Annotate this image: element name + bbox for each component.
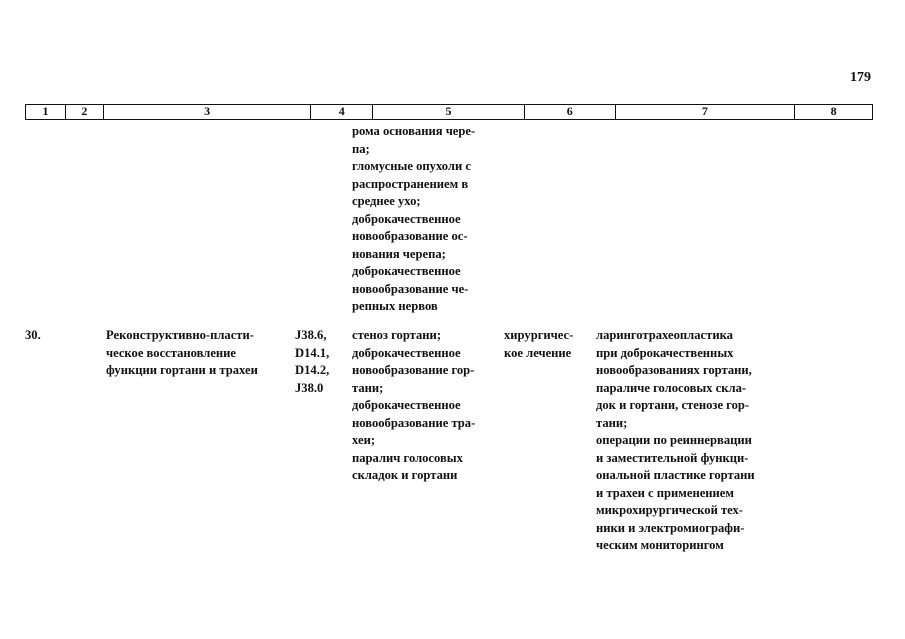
page-number: 179 <box>850 70 871 85</box>
header-col-1: 1 <box>26 105 66 119</box>
treatment-method: ларинготрахеопластика при доброкачественных новообразованиях гортани, параличе голосовых скла- док и гортани, стенозе гор- тани; операции по реиннервации и заместительной функци- ональной пластике гортани и трахеи с применением микрохирургической тех- ники и электромиографи- ческим мониторингом <box>596 328 755 552</box>
table-header-row <box>25 104 873 120</box>
row-number: 30. <box>25 328 41 342</box>
conditions: стеноз гортани; доброкачественное новообразование гор- тани; доброкачественное новообразование тра- хеи; паралич голосовых складок и гортани <box>352 328 476 482</box>
header-col-5: 5 <box>373 105 525 119</box>
procedure-name: Реконструктивно-пласти- ческое восстановление функции гортани и трахеи <box>106 328 258 377</box>
header-col-8: 8 <box>830 104 837 118</box>
header-col-3: 3 <box>104 105 312 119</box>
header-col-7: 7 <box>616 105 796 119</box>
treatment-type: хирургичес- кое лечение <box>504 328 574 360</box>
header-col-4: 4 <box>311 105 373 119</box>
header-col-2: 2 <box>66 105 104 119</box>
continuation-conditions: рома основания чере- па; гломусные опухоли с распространением в среднее ухо; доброкачественное новообразование ос- нования черепа; доброкачественное новообразование че- репных нервов <box>352 124 476 313</box>
header-col-6: 6 <box>525 105 616 119</box>
icd-codes: J38.6, D14.1, D14.2, J38.0 <box>295 328 330 395</box>
